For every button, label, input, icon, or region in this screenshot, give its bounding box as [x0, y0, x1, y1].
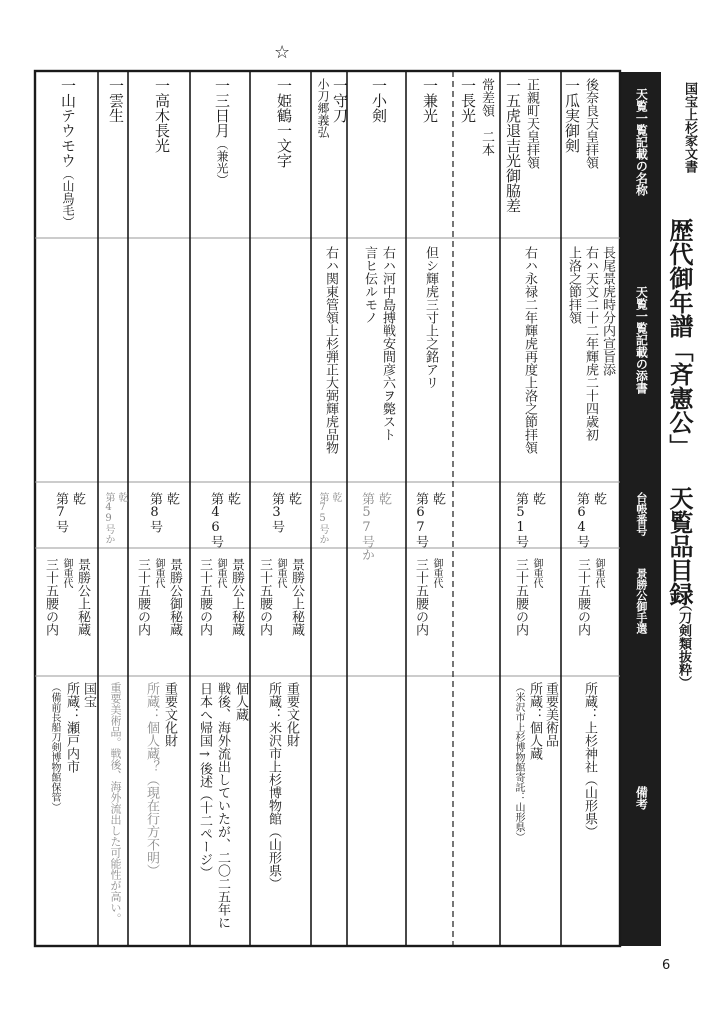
row-6-remarks: 重要文化財 所蔵：米沢市上杉博物館（山形県） [266, 682, 299, 890]
row-1-note: 右ハ永禄二年輝虎再度上洛之節拝領 [522, 246, 537, 454]
row-0-name: 後奈良天皇拝領 一瓜実御剣 [563, 78, 598, 169]
row-10-number: 乾 第7号 [53, 492, 85, 533]
row-0-note: 長尾景虎時分内宣旨添 右ハ天文二十二年輝虎二十四歳初 上洛之節拝領 [566, 246, 615, 441]
row-2-name: 常差領 二本 一長光 [459, 78, 494, 156]
row-4-note: 右ハ河中島搏戦安間彦六ヲ斃スト 言ヒ伝ルモノ [362, 246, 395, 441]
row-7-name: 一三日月（兼光） [213, 78, 231, 186]
row-10-remarks: 国宝 所蔵：瀬戸内市 （備前長船刀剣博物館保管） [49, 682, 96, 812]
row-6-number: 乾 第3号 [269, 492, 301, 533]
page-title: 歴代御年譜「斉憲公」 天覧品目録 [665, 218, 693, 606]
row-7-remarks: 個人蔵 戦後、海外流出していたが、二〇二五年に 日本へ帰国→後述（十二ページ） [197, 682, 248, 929]
header-note: 天覧一覧記載の添書 [620, 238, 661, 482]
row-1-name: 正親町天皇拝領 一五虎退吉光御脇差 [504, 78, 539, 213]
row-5-name: 一守刀 小刀郷義弘 [316, 78, 349, 138]
header-remarks: 備考 [620, 676, 661, 946]
row-9-remarks: 重要美術品。戦後、海外流出した可能性が高い。 [109, 682, 122, 924]
page-number: 6 [662, 958, 671, 973]
row-8-name: 一高木長光 [153, 78, 171, 153]
row-1-selection: 御重代 三十五腰の内 [513, 558, 542, 636]
row-3-selection: 御重代 三十五腰の内 [413, 558, 442, 636]
row-1-number: 乾 第51号 [513, 492, 545, 548]
row-5-number: 乾 第75号か [317, 492, 341, 544]
row-5-note: 右ハ関東管領上杉弾正大弼輝虎品物 [323, 246, 338, 454]
row-0-number: 乾 第64号 [574, 492, 606, 548]
row-3-name: 一兼光 [421, 78, 439, 123]
row-8-remarks: 重要文化財 所蔵：個人蔵？（現在行方不明） [144, 682, 177, 877]
row-4-number: 乾 第57号か [359, 492, 391, 561]
row-3-note: 但シ輝虎三寸上之銘アリ [423, 246, 438, 389]
row-9-name: 一雲生 [107, 78, 125, 123]
row-0-selection: 御重代 三十五腰の内 [575, 558, 604, 636]
header-selection: 景勝公御手選 [620, 548, 661, 676]
row-6-name: 一姫鶴一文字 [275, 78, 293, 168]
header-number: 台帳番号 [620, 482, 661, 548]
row-8-number: 乾 第8号 [147, 492, 179, 533]
row-6-selection: 景勝公上秘蔵 御重代 三十五腰の内 [257, 558, 304, 636]
row-3-number: 乾 第67号 [413, 492, 445, 548]
row-4-name: 一小剣 [370, 78, 388, 123]
row-10-selection: 景勝公上秘蔵 御重代 三十五腰の内 [43, 558, 90, 636]
row-8-selection: 景勝公御秘蔵 御重代 三十五腰の内 [135, 558, 182, 636]
star-icon: ☆ [274, 42, 291, 63]
row-10-name: 一山テウモウ（山鳥毛） [59, 78, 77, 228]
title-source: 国宝上杉家文書 [681, 82, 697, 173]
page-subtitle: （刀剣類抜粋） [675, 598, 691, 689]
header-name: 天覧一覧記載の名称 [620, 72, 661, 238]
row-1-remarks: 重要美術品 所蔵：個人蔵 （米沢市上杉博物館寄託：山形県） [513, 682, 558, 842]
row-0-remarks: 所蔵：上杉神社（山形県） [582, 682, 597, 838]
row-7-selection: 景勝公上秘蔵 御重代 三十五腰の内 [197, 558, 244, 636]
row-9-number: 乾 第49号か [103, 492, 127, 544]
row-7-number: 乾 第46号 [208, 492, 240, 548]
